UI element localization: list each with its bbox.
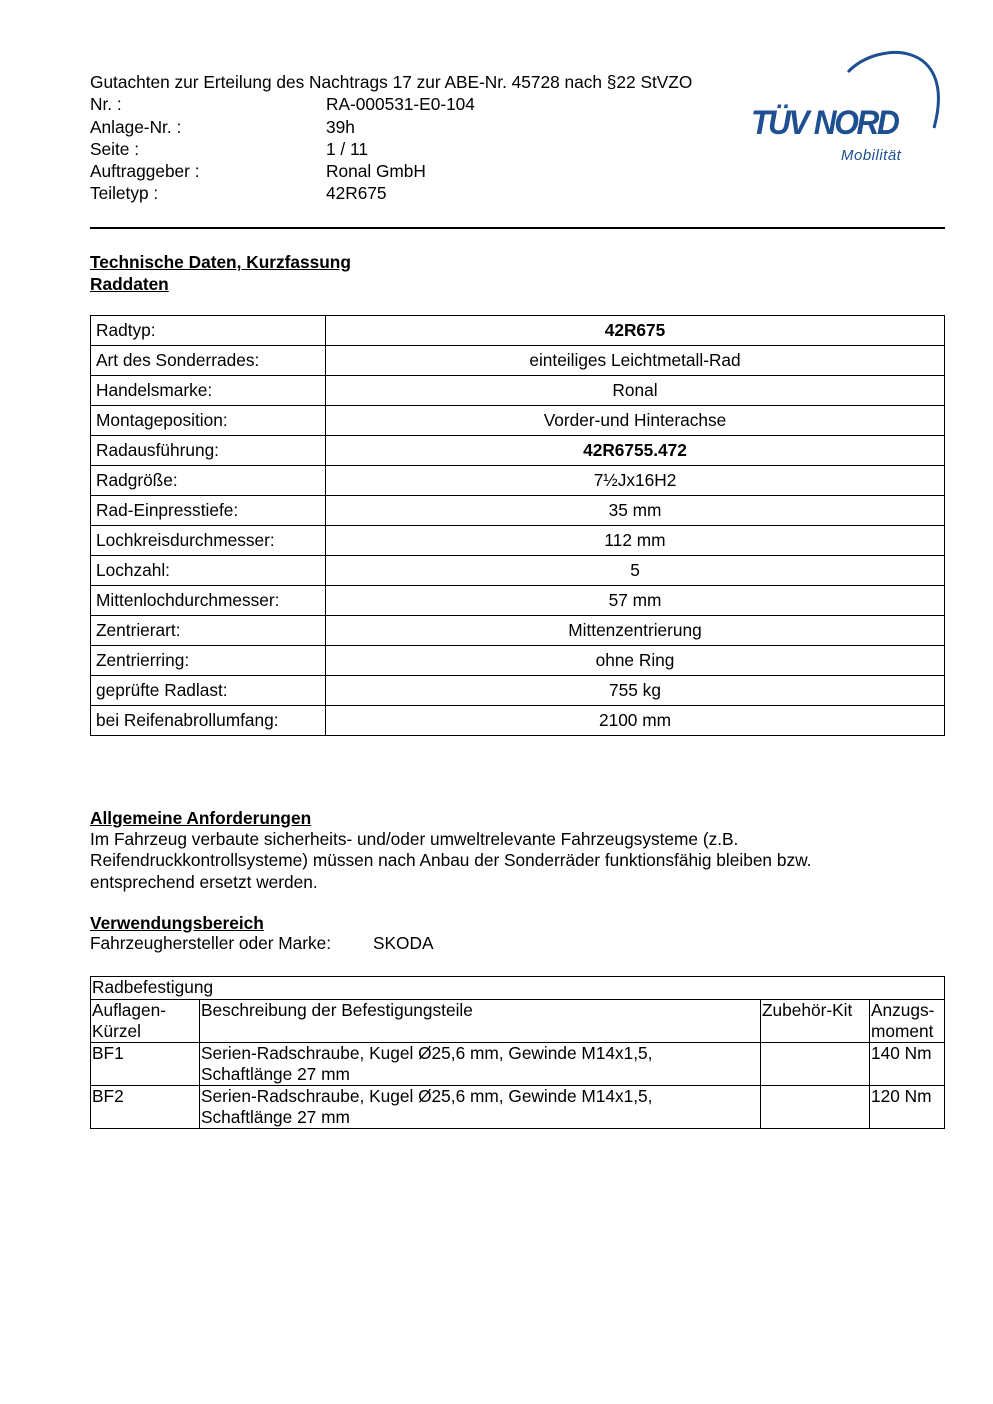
table-row bbox=[91, 676, 945, 706]
allgemein-paragraph bbox=[90, 829, 811, 893]
table-row bbox=[91, 526, 945, 556]
spec-value: 5 bbox=[326, 556, 945, 586]
spec-value: 42R6755.472 bbox=[326, 436, 945, 466]
spec-key: Art des Sonderrades: bbox=[91, 346, 326, 376]
logo-subtitle: Mobilität bbox=[841, 147, 902, 164]
tuv-nord-logo bbox=[748, 46, 948, 170]
table-title-row bbox=[91, 977, 945, 1000]
spec-value: ohne Ring bbox=[326, 646, 945, 676]
spec-value: Mittenzentrierung bbox=[326, 616, 945, 646]
table-row bbox=[91, 646, 945, 676]
spec-key: Rad-Einpresstiefe: bbox=[91, 496, 326, 526]
spec-value: 2100 mm bbox=[326, 706, 945, 736]
fixing-kit bbox=[761, 1043, 870, 1086]
section-heading-raddaten: Raddaten bbox=[90, 274, 169, 294]
header-label: Auftraggeber : bbox=[90, 161, 200, 182]
section-heading-tech: Technische Daten, Kurzfassung bbox=[90, 252, 351, 272]
document-title: Gutachten zur Erteilung des Nachtrags 17 zur ABE-Nr. 45728 nach §22 StVZO bbox=[90, 72, 693, 92]
spec-value: 42R675 bbox=[326, 316, 945, 346]
hersteller-line bbox=[90, 933, 434, 954]
table-title: Radbefestigung bbox=[91, 977, 945, 1000]
spec-key: Lochkreisdurchmesser: bbox=[91, 526, 326, 556]
header-value: RA-000531-E0-104 bbox=[326, 94, 475, 115]
fixing-description: Serien-Radschraube, Kugel Ø25,6 mm, Gewinde M14x1,5, Schaftlänge 27 mm bbox=[200, 1086, 761, 1129]
fixing-description: Serien-Radschraube, Kugel Ø25,6 mm, Gewinde M14x1,5, Schaftlänge 27 mm bbox=[200, 1043, 761, 1086]
table-header-row bbox=[91, 1000, 945, 1043]
spec-key: Zentrierring: bbox=[91, 646, 326, 676]
spec-value: 35 mm bbox=[326, 496, 945, 526]
header-row-nr bbox=[90, 93, 750, 115]
hersteller-label: Fahrzeughersteller oder Marke: bbox=[90, 933, 332, 953]
table-row bbox=[91, 1086, 945, 1129]
fixing-code: BF1 bbox=[91, 1043, 200, 1086]
spec-key: Zentrierart: bbox=[91, 616, 326, 646]
header-value: 39h bbox=[326, 116, 355, 137]
paragraph-line: Reifendruckkontrollsysteme) müssen nach Anbau der Sonderräder funktionsfähig bleiben bzw. bbox=[90, 850, 812, 871]
spec-key: Handelsmarke: bbox=[91, 376, 326, 406]
spec-value: 755 kg bbox=[326, 676, 945, 706]
spec-key: Radtyp: bbox=[91, 316, 326, 346]
table-row bbox=[91, 586, 945, 616]
spec-key: bei Reifenabrollumfang: bbox=[91, 706, 326, 736]
spec-table bbox=[90, 315, 945, 736]
table-row bbox=[91, 376, 945, 406]
table-row bbox=[91, 316, 945, 346]
section-heading-allgemein: Allgemeine Anforderungen bbox=[90, 808, 312, 828]
section-heading-verwendung: Verwendungsbereich bbox=[90, 913, 264, 933]
header-value: 42R675 bbox=[326, 183, 387, 204]
header-row-teiletyp bbox=[90, 182, 750, 204]
paragraph-line: entsprechend ersetzt werden. bbox=[90, 871, 318, 892]
spec-key: Radausführung: bbox=[91, 436, 326, 466]
spec-value: 112 mm bbox=[326, 526, 945, 556]
table-row bbox=[91, 616, 945, 646]
header-row-anlage bbox=[90, 116, 750, 138]
paragraph-line: Im Fahrzeug verbaute sicherheits- und/oder umweltrelevante Fahrzeugsysteme (z.B. bbox=[90, 829, 739, 849]
hersteller-value: SKODA bbox=[373, 933, 434, 953]
spec-value: einteiliges Leichtmetall-Rad bbox=[326, 346, 945, 376]
fixing-kit bbox=[761, 1086, 870, 1129]
fixing-table bbox=[90, 976, 945, 1129]
spec-value: 7½Jx16H2 bbox=[326, 466, 945, 496]
spec-value: 57 mm bbox=[326, 586, 945, 616]
logo-text: TÜV NORD bbox=[751, 104, 898, 142]
header-label: Anlage-Nr. : bbox=[90, 116, 182, 137]
fixing-code: BF2 bbox=[91, 1086, 200, 1129]
spec-value: Vorder-und Hinterachse bbox=[326, 406, 945, 436]
spec-key: geprüfte Radlast: bbox=[91, 676, 326, 706]
table-row bbox=[91, 346, 945, 376]
table-row bbox=[91, 706, 945, 736]
spec-value: Ronal bbox=[326, 376, 945, 406]
table-row bbox=[91, 556, 945, 586]
header-label: Nr. : bbox=[90, 94, 122, 115]
column-header: Beschreibung der Befestigungsteile bbox=[200, 1000, 761, 1043]
table-row bbox=[91, 496, 945, 526]
column-header: Anzugs- moment bbox=[870, 1000, 945, 1043]
column-header: Zubehör-Kit bbox=[761, 1000, 870, 1043]
spec-key: Montageposition: bbox=[91, 406, 326, 436]
column-header: Auflagen- Kürzel bbox=[91, 1000, 200, 1043]
spec-key: Radgröße: bbox=[91, 466, 326, 496]
table-row bbox=[91, 1043, 945, 1086]
header-value: Ronal GmbH bbox=[326, 161, 426, 182]
fixing-torque: 120 Nm bbox=[870, 1086, 945, 1129]
spec-key: Mittenlochdurchmesser: bbox=[91, 586, 326, 616]
header-label: Seite : bbox=[90, 138, 139, 159]
header-value: 1 / 11 bbox=[326, 138, 368, 159]
spec-key: Lochzahl: bbox=[91, 556, 326, 586]
header-row-auftraggeber bbox=[90, 160, 750, 182]
header-label: Teiletyp : bbox=[90, 183, 159, 204]
table-row bbox=[91, 406, 945, 436]
table-row bbox=[91, 436, 945, 466]
header-divider bbox=[90, 227, 945, 229]
header-row-seite bbox=[90, 138, 750, 160]
document-header bbox=[90, 71, 750, 205]
fixing-torque: 140 Nm bbox=[870, 1043, 945, 1086]
table-row bbox=[91, 466, 945, 496]
